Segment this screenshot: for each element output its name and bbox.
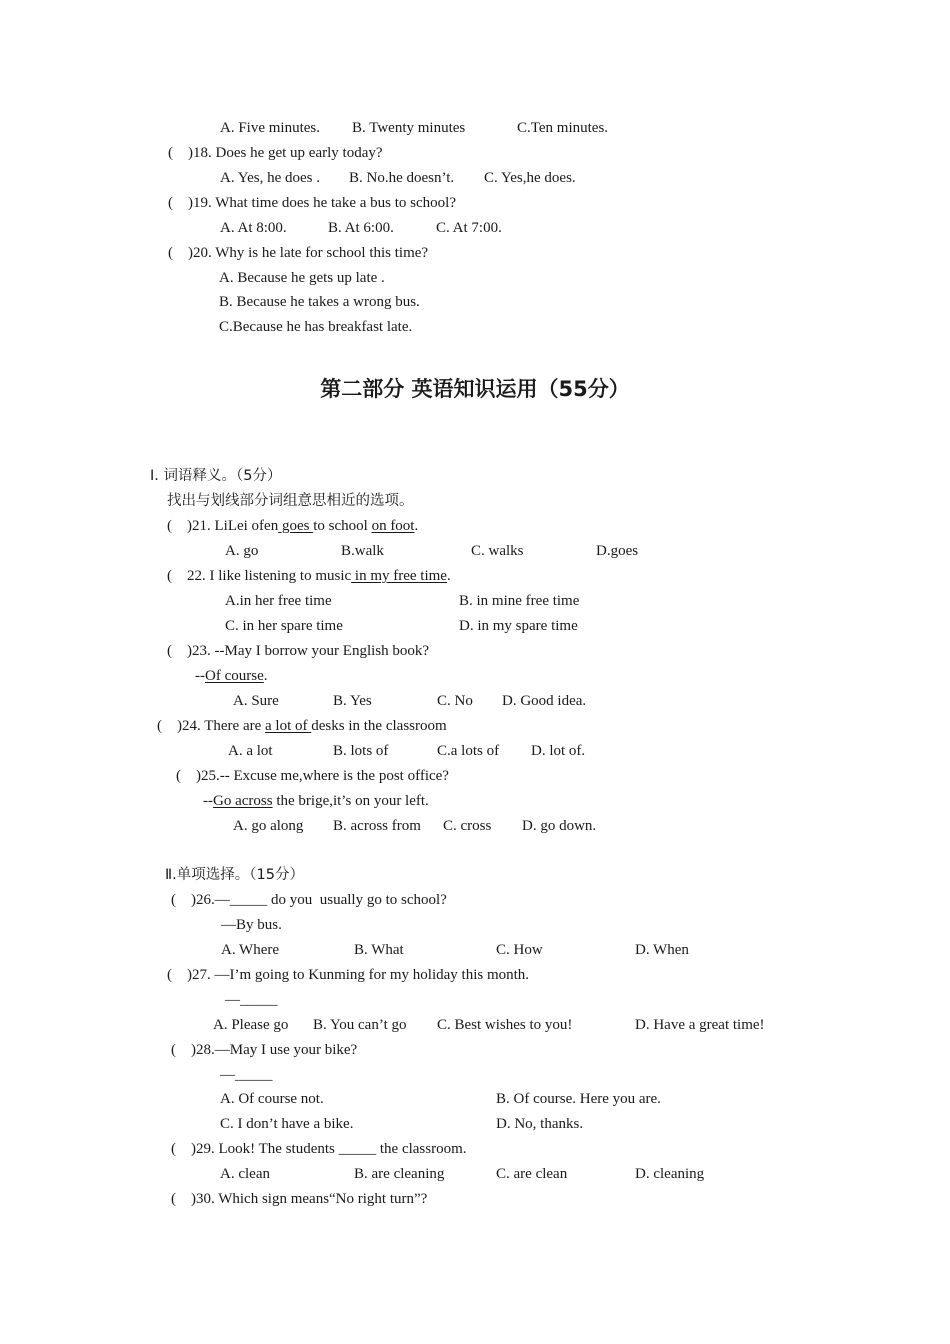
- q24-option-d: D. lot of.: [531, 743, 586, 759]
- q18-option-c: C. Yes,he does.: [484, 170, 576, 186]
- q24-underlined-phrase: a lot of: [265, 718, 312, 734]
- q25-answer: [203, 791, 429, 811]
- q29-option-b: B. are cleaning: [354, 1166, 445, 1182]
- q26-option-a: A. Where: [221, 942, 280, 958]
- q23-underlined-phrase: Of course: [205, 668, 264, 684]
- q22-option-d: D. in my spare time: [459, 618, 578, 634]
- q25-answer-pre: --: [203, 793, 213, 809]
- q21-underlined-goes: goes: [278, 518, 314, 534]
- q19-option-c: C. At 7:00.: [436, 220, 502, 236]
- section-one-instruction: 找出与划线部分词组意思相近的选项。: [167, 493, 414, 509]
- q24-option-b: B. lots of: [333, 743, 389, 759]
- q22-underlined-phrase: in my free time: [351, 568, 447, 584]
- q29-stem: ( )29. Look! The students _____ the classroom.: [171, 1141, 467, 1157]
- q26-stem: ( )26.—_____ do you usually go to school?: [171, 892, 447, 908]
- q18-option-b: B. No.he doesn’t.: [349, 170, 455, 186]
- q27-option-c: C. Best wishes to you!: [437, 1017, 573, 1033]
- q21-option-d: D.goes: [596, 543, 639, 559]
- q27-option-d: D. Have a great time!: [635, 1017, 765, 1033]
- q27-option-b: B. You can’t go: [313, 1017, 407, 1033]
- q29-option-d: D. cleaning: [635, 1166, 705, 1182]
- q20-stem: ( )20. Why is he late for school this time?: [168, 245, 429, 261]
- q19-option-a: A. At 8:00.: [220, 220, 287, 236]
- q25-option-b: B. across from: [333, 818, 421, 834]
- section-two-title: Ⅱ.单项选择。（15分）: [165, 867, 304, 883]
- q23-option-c: C. No: [437, 693, 473, 709]
- q26-reply: —By bus.: [221, 917, 282, 933]
- q19-option-b: B. At 6:00.: [328, 220, 394, 236]
- q22-option-c: C. in her spare time: [225, 618, 343, 634]
- q21-underlined-on-foot: on foot: [371, 518, 415, 534]
- q18-stem: ( )18. Does he get up early today?: [168, 145, 383, 161]
- q24-stem-post: desks in the classroom: [311, 718, 447, 734]
- part-two-title: 第二部分 英语知识运用（55分）: [320, 377, 630, 401]
- q28-reply: —_____: [220, 1067, 273, 1083]
- q22-option-a: A.in her free time: [225, 593, 332, 609]
- q25-stem: ( )25.-- Excuse me,where is the post office?: [176, 768, 449, 784]
- q21-option-a: A. go: [225, 543, 259, 559]
- q27-reply: —_____: [225, 992, 278, 1008]
- q28-option-d: D. No, thanks.: [496, 1116, 584, 1132]
- q23-answer-pre: --: [195, 668, 205, 684]
- q23-answer: [195, 666, 267, 686]
- q20-option-b: B. Because he takes a wrong bus.: [219, 294, 420, 310]
- q25-underlined-phrase: Go across: [213, 793, 273, 809]
- q20-option-c: C.Because he has breakfast late.: [219, 319, 413, 335]
- q17-option-c: C.Ten minutes.: [517, 120, 609, 136]
- q24-option-c: C.a lots of: [437, 743, 500, 759]
- q20-option-a: A. Because he gets up late .: [219, 270, 385, 286]
- q21-option-b: B.walk: [341, 543, 384, 559]
- q22-stem: [167, 566, 451, 586]
- q25-answer-post: the brige,it’s on your left.: [272, 793, 429, 809]
- q17-option-b: B. Twenty minutes: [352, 120, 466, 136]
- q27-option-a: A. Please go: [213, 1017, 289, 1033]
- q26-option-c: C. How: [496, 942, 543, 958]
- q21-stem-post: .: [414, 518, 419, 534]
- q24-stem-pre: ( )24. There are: [157, 718, 266, 734]
- q22-stem-pre: ( 22. I like listening to music: [167, 568, 352, 584]
- q25-option-a: A. go along: [233, 818, 304, 834]
- q25-option-c: C. cross: [443, 818, 492, 834]
- q28-option-a: A. Of course not.: [220, 1091, 324, 1107]
- q28-option-c: C. I don’t have a bike.: [220, 1116, 354, 1132]
- q18-option-a: A. Yes, he does .: [220, 170, 321, 186]
- q27-stem: ( )27. —I’m going to Kunming for my holiday this month.: [167, 967, 530, 983]
- q23-stem: ( )23. --May I borrow your English book?: [167, 643, 430, 659]
- q29-option-c: C. are clean: [496, 1166, 568, 1182]
- q30-stem: ( )30. Which sign means“No right turn”?: [171, 1191, 428, 1207]
- q28-option-b: B. Of course. Here you are.: [496, 1091, 661, 1107]
- q28-stem: ( )28.—May I use your bike?: [171, 1042, 358, 1058]
- q23-answer-post: .: [263, 668, 268, 684]
- q24-option-a: A. a lot: [228, 743, 273, 759]
- q21-option-c: C. walks: [471, 543, 524, 559]
- q19-stem: ( )19. What time does he take a bus to school?: [168, 195, 456, 211]
- q23-option-a: A. Sure: [233, 693, 279, 709]
- q26-option-d: D. When: [635, 942, 689, 958]
- q26-option-b: B. What: [354, 942, 404, 958]
- q25-option-d: D. go down.: [522, 818, 597, 834]
- q24-stem: [157, 716, 447, 736]
- q21-stem: [167, 516, 418, 536]
- q22-option-b: B. in mine free time: [459, 593, 580, 609]
- q22-stem-post: .: [446, 568, 451, 584]
- q23-option-b: B. Yes: [333, 693, 372, 709]
- q21-stem-pre: ( )21. LiLei ofen: [167, 518, 279, 534]
- q29-option-a: A. clean: [220, 1166, 270, 1182]
- section-one-title: Ⅰ. 词语释义。（5分）: [150, 468, 282, 484]
- q21-stem-mid: to school: [313, 518, 372, 534]
- q23-option-d: D. Good idea.: [502, 693, 587, 709]
- q17-option-a: A. Five minutes.: [220, 120, 320, 136]
